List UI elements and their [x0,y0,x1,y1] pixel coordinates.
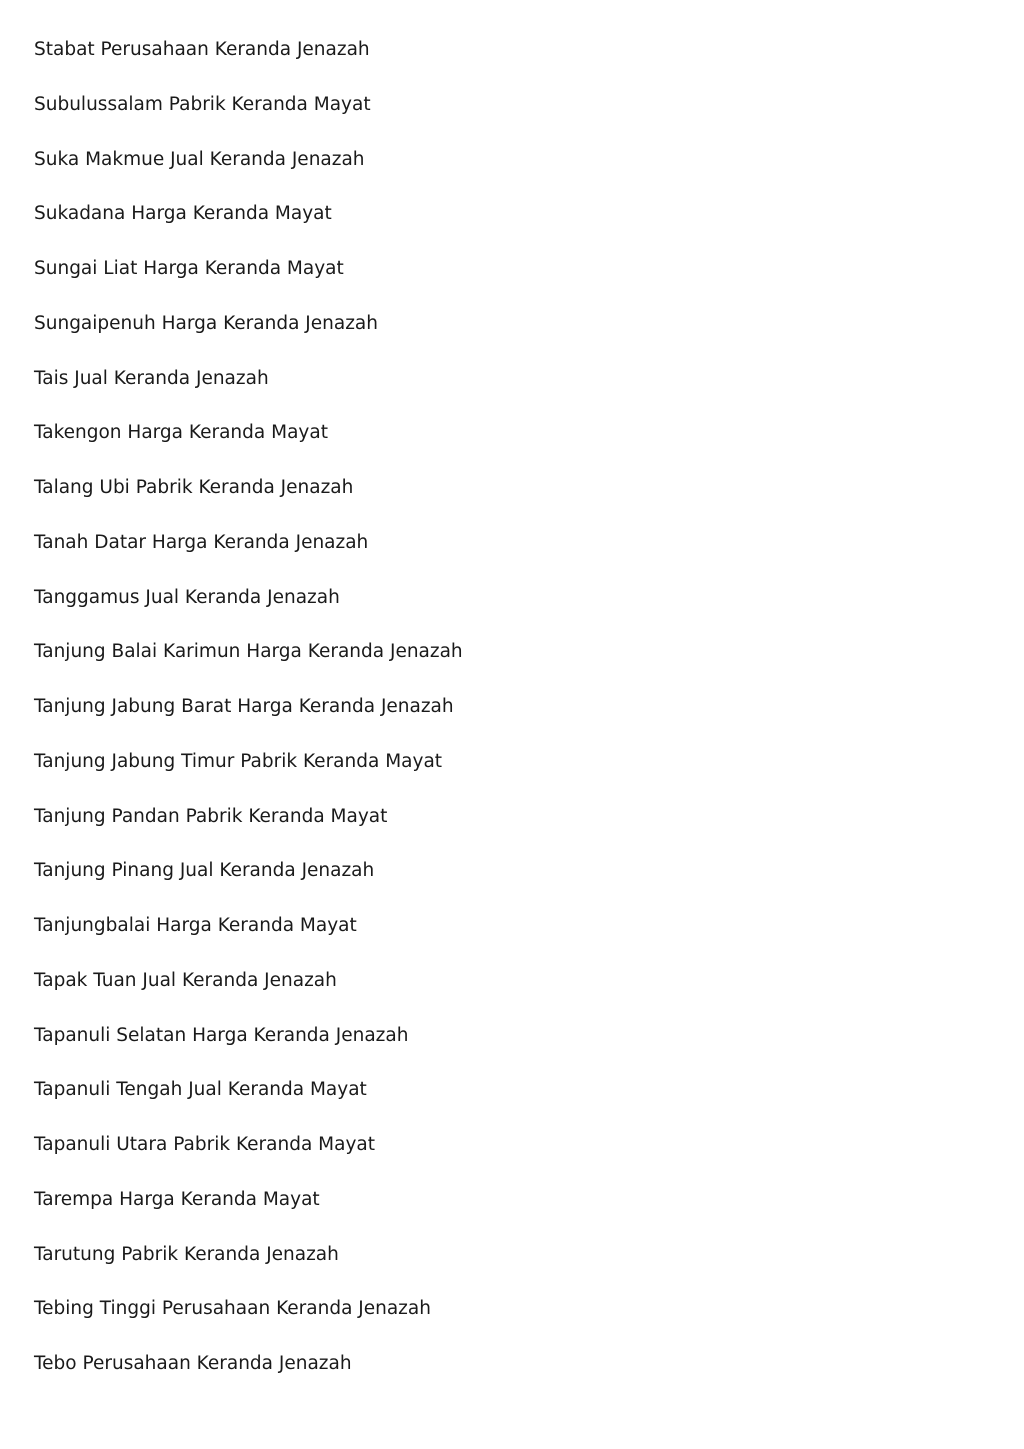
text-line: Tebing Tinggi Perusahaan Keranda Jenazah [34,1298,431,1320]
text-line: Takengon Harga Keranda Mayat [34,422,328,444]
text-line: Tanjung Pinang Jual Keranda Jenazah [34,860,375,882]
text-line: Suka Makmue Jual Keranda Jenazah [34,148,365,170]
text-line: Tapanuli Tengah Jual Keranda Mayat [34,1079,367,1101]
text-line: Tanjung Balai Karimun Harga Keranda Jenazah [34,641,463,663]
text-line-list [34,36,463,1405]
text-line: Tanah Datar Harga Keranda Jenazah [34,531,369,553]
text-line: Sungai Liat Harga Keranda Mayat [34,258,344,279]
text-line: Tanjungbalai Harga Keranda Mayat [34,915,357,936]
text-line: Tanggamus Jual Keranda Jenazah [34,586,340,608]
text-line: Sungaipenuh Harga Keranda Jenazah [34,312,378,334]
text-line: Tapanuli Utara Pabrik Keranda Mayat [34,1134,376,1155]
text-line: Tapak Tuan Jual Keranda Jenazah [34,969,337,991]
text-line: Sukadana Harga Keranda Mayat [34,203,332,225]
text-line: Tanjung Jabung Barat Harga Keranda Jenazah [34,696,454,717]
text-line: Tais Jual Keranda Jenazah [34,367,269,389]
text-line: Stabat Perusahaan Keranda Jenazah [34,39,370,60]
text-line: Tapanuli Selatan Harga Keranda Jenazah [34,1024,409,1046]
text-line: Tebo Perusahaan Keranda Jenazah [34,1353,352,1374]
text-line: Tarutung Pabrik Keranda Jenazah [34,1243,339,1265]
text-line: Tarempa Harga Keranda Mayat [34,1188,320,1210]
text-line: Subulussalam Pabrik Keranda Mayat [34,93,371,115]
text-line: Talang Ubi Pabrik Keranda Jenazah [34,477,354,498]
text-line: Tanjung Jabung Timur Pabrik Keranda Mayat [34,750,443,772]
text-line: Tanjung Pandan Pabrik Keranda Mayat [34,805,388,827]
